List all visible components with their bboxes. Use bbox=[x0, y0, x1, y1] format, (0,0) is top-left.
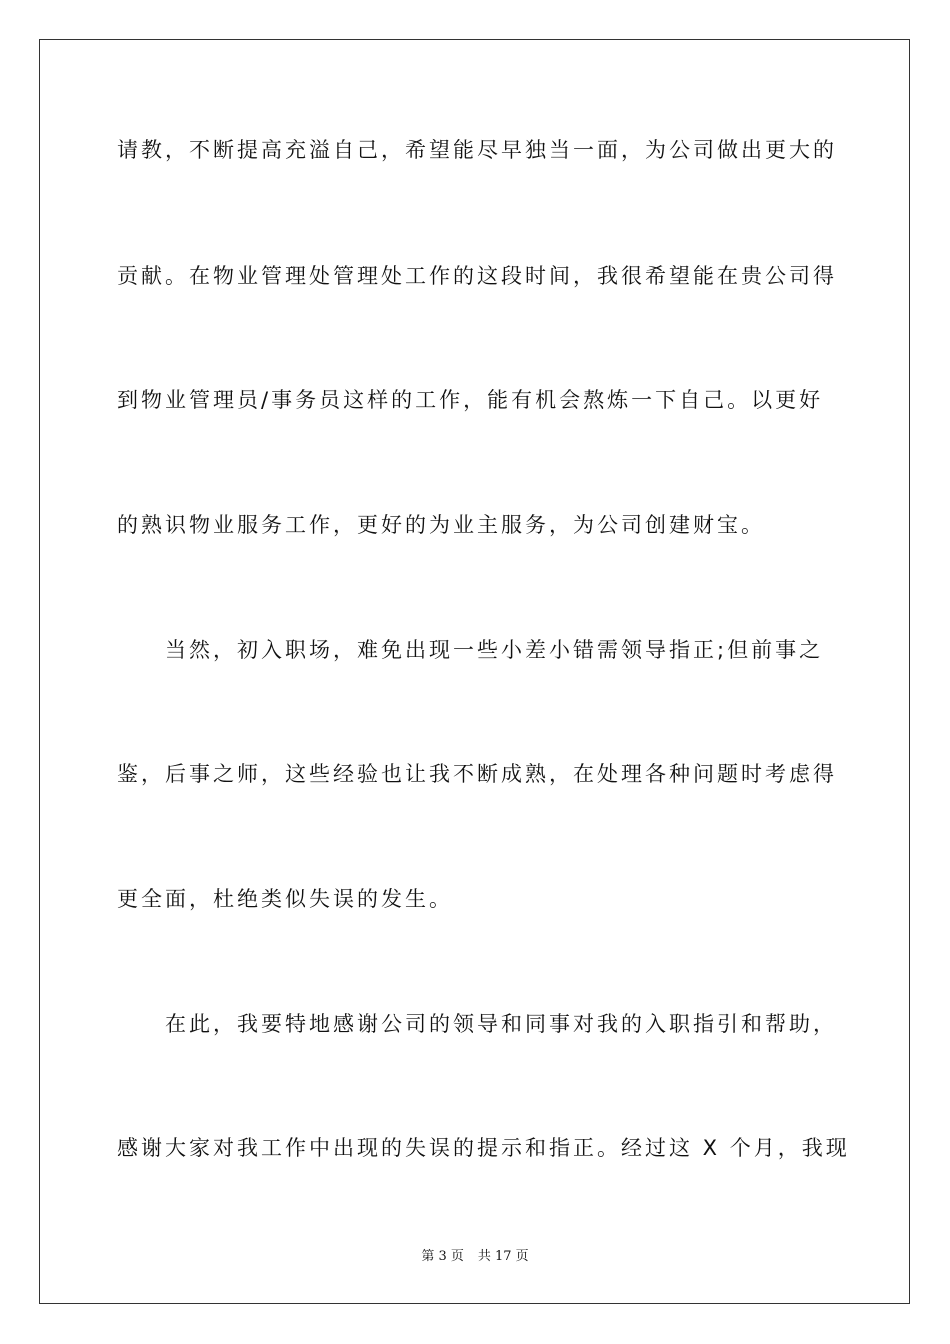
body-text-line-4: 的熟识物业服务工作，更好的为业主服务，为公司创建财宝。 bbox=[117, 513, 765, 537]
body-text-line-1: 请教，不断提高充溢自己，希望能尽早独当一面，为公司做出更大的 bbox=[117, 138, 837, 162]
body-text-line-3: 到物业管理员/事务员这样的工作，能有机会熬炼一下自己。以更好 bbox=[117, 388, 824, 412]
body-text-line-6: 鉴，后事之师，这些经验也让我不断成熟，在处理各种问题时考虑得 bbox=[117, 762, 837, 786]
page-border bbox=[39, 39, 910, 1304]
body-text-line-8: 在此，我要特地感谢公司的领导和同事对我的入职指引和帮助， bbox=[165, 1012, 837, 1036]
page-footer bbox=[0, 1248, 950, 1266]
page-number: 第 3 页 bbox=[421, 1249, 464, 1264]
body-text-line-2: 贡献。在物业管理处管理处工作的这段时间，我很希望能在贵公司得 bbox=[117, 264, 837, 288]
page-total: 共 17 页 bbox=[477, 1249, 529, 1264]
body-text-line-7: 更全面，杜绝类似失误的发生。 bbox=[117, 887, 453, 911]
body-text-line-5: 当然，初入职场，难免出现一些小差小错需领导指正;但前事之 bbox=[165, 638, 824, 662]
body-text-line-9: 感谢大家对我工作中出现的失误的提示和指正。经过这 X 个月，我现 bbox=[117, 1136, 850, 1160]
